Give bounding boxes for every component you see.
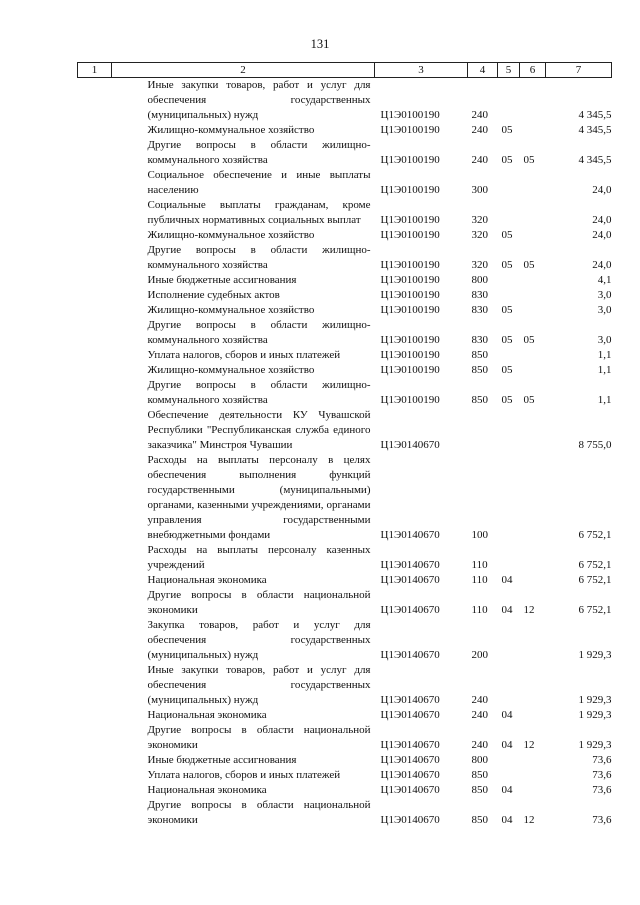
row-number-cell — [78, 783, 112, 798]
row-col6 — [520, 453, 546, 543]
row-name: Социальное обеспечение и иные выплаты населению — [147, 169, 371, 196]
row-name: Жилищно-коммунальное хозяйство — [147, 124, 315, 136]
row-col5: 05 — [501, 229, 513, 241]
row-amount: 1,1 — [597, 349, 612, 361]
row-col4: 830 — [471, 334, 488, 346]
row-number-cell — [78, 573, 112, 588]
row-number-cell — [78, 123, 112, 138]
row-col6 — [520, 78, 546, 124]
row-name: Другие вопросы в области жилищно-коммунального хозяйства — [147, 139, 371, 166]
column-header-5: 5 — [498, 63, 520, 78]
row-number-cell — [78, 273, 112, 288]
row-col5: 05 — [501, 364, 513, 376]
row-amount: 1 929,3 — [578, 739, 612, 751]
row-amount: 1,1 — [597, 364, 612, 376]
table-row — [78, 123, 612, 138]
row-name: Расходы на выплаты персоналу казенных учреждений — [147, 544, 371, 571]
row-name: Другие вопросы в области жилищно-коммунального хозяйства — [147, 319, 371, 346]
row-col4: 110 — [471, 559, 488, 571]
row-col4: 110 — [471, 604, 488, 616]
row-col6 — [520, 408, 546, 453]
row-amount: 24,0 — [592, 184, 612, 196]
row-col6: 05 — [523, 334, 535, 346]
row-code: Ц1Э0100190 — [380, 124, 440, 136]
row-code: Ц1Э0100190 — [380, 154, 440, 166]
table-row — [78, 318, 612, 348]
table-row — [78, 348, 612, 363]
row-amount: 4 345,5 — [578, 124, 612, 136]
row-code: Ц1Э0100190 — [380, 394, 440, 406]
row-number-cell — [78, 348, 112, 363]
column-header-4: 4 — [468, 63, 498, 78]
row-col6: 05 — [523, 259, 535, 271]
row-code: Ц1Э0100190 — [380, 334, 440, 346]
table-row — [78, 363, 612, 378]
row-col4: 320 — [471, 229, 488, 241]
row-col5: 04 — [501, 784, 513, 796]
row-amount: 1 929,3 — [578, 694, 612, 706]
row-amount: 73,6 — [592, 769, 612, 781]
row-col4: 240 — [471, 124, 488, 136]
row-col6 — [520, 348, 546, 363]
column-header-1: 1 — [78, 63, 112, 78]
row-col5 — [498, 618, 520, 663]
column-header-3: 3 — [375, 63, 468, 78]
table-row — [78, 753, 612, 768]
table-row — [78, 588, 612, 618]
row-number-cell — [78, 138, 112, 168]
row-code: Ц1Э0100190 — [380, 259, 440, 271]
row-col6: 12 — [523, 604, 535, 616]
row-name: Другие вопросы в области национальной экономики — [147, 799, 371, 826]
row-amount: 73,6 — [592, 784, 612, 796]
row-number-cell — [78, 768, 112, 783]
row-col5: 05 — [501, 124, 513, 136]
row-col5: 04 — [501, 604, 513, 616]
row-name: Обеспечение деятельности КУ Чувашской Республики "Республиканская служба единого заказчика" Минстроя Чувашии — [147, 409, 371, 451]
row-col6 — [520, 618, 546, 663]
table-row — [78, 543, 612, 573]
row-number-cell — [78, 318, 112, 348]
row-amount: 6 752,1 — [578, 574, 612, 586]
row-col5 — [498, 273, 520, 288]
row-col4: 830 — [471, 289, 488, 301]
row-col5 — [498, 453, 520, 543]
table-row — [78, 783, 612, 798]
row-col5: 04 — [501, 739, 513, 751]
row-col6 — [520, 663, 546, 708]
table-row — [78, 708, 612, 723]
row-col6: 12 — [523, 739, 535, 751]
row-col5: 05 — [501, 259, 513, 271]
row-name: Уплата налогов, сборов и иных платежей — [147, 349, 341, 361]
row-code: Ц1Э0140670 — [380, 574, 440, 586]
row-col5: 05 — [501, 304, 513, 316]
row-amount: 73,6 — [592, 754, 612, 766]
row-name: Иные закупки товаров, работ и услуг для обеспечения государственных (муниципальных) нужд — [147, 664, 371, 706]
row-amount: 3,0 — [597, 304, 612, 316]
row-number-cell — [78, 78, 112, 124]
row-number-cell — [78, 168, 112, 198]
row-code: Ц1Э0100190 — [380, 109, 440, 121]
table-row — [78, 723, 612, 753]
row-amount: 8 755,0 — [578, 439, 612, 451]
row-col6 — [520, 753, 546, 768]
row-code: Ц1Э0140670 — [380, 694, 440, 706]
row-col5: 05 — [501, 334, 513, 346]
row-col4: 100 — [471, 529, 488, 541]
row-code: Ц1Э0100190 — [380, 229, 440, 241]
row-col4: 240 — [471, 739, 488, 751]
table-row — [78, 768, 612, 783]
row-code: Ц1Э0140670 — [380, 769, 440, 781]
row-col4: 850 — [471, 784, 488, 796]
row-name: Жилищно-коммунальное хозяйство — [147, 304, 315, 316]
table-row — [78, 198, 612, 228]
table-row — [78, 243, 612, 273]
table-row — [78, 378, 612, 408]
row-code: Ц1Э0100190 — [380, 364, 440, 376]
budget-table — [77, 62, 612, 828]
row-col4: 240 — [471, 109, 488, 121]
row-code: Ц1Э0100190 — [380, 289, 440, 301]
row-col6 — [520, 228, 546, 243]
row-code: Ц1Э0140670 — [380, 754, 440, 766]
row-name: Закупка товаров, работ и услуг для обеспечения государственных (муниципальных) нужд — [147, 619, 371, 661]
row-col4: 320 — [471, 214, 488, 226]
table-row — [78, 78, 612, 124]
row-col6 — [520, 363, 546, 378]
row-col6 — [520, 708, 546, 723]
table-header-row — [78, 63, 612, 78]
row-number-cell — [78, 408, 112, 453]
row-amount: 24,0 — [592, 214, 612, 226]
row-col6 — [520, 573, 546, 588]
row-col6: 12 — [523, 814, 535, 826]
row-code: Ц1Э0140670 — [380, 439, 440, 451]
column-header-6: 6 — [520, 63, 546, 78]
row-col4: 800 — [471, 274, 488, 286]
row-col4: 850 — [471, 769, 488, 781]
row-code: Ц1Э0140670 — [380, 739, 440, 751]
row-col6: 05 — [523, 394, 535, 406]
row-col4: 850 — [471, 394, 488, 406]
row-amount: 6 752,1 — [578, 604, 612, 616]
page-number: 131 — [310, 37, 330, 51]
row-number-cell — [78, 708, 112, 723]
row-code: Ц1Э0140670 — [380, 649, 440, 661]
row-col5: 04 — [501, 814, 513, 826]
row-amount: 6 752,1 — [578, 559, 612, 571]
row-col5: 05 — [501, 394, 513, 406]
row-amount: 4,1 — [597, 274, 612, 286]
row-number-cell — [78, 588, 112, 618]
row-col5 — [498, 198, 520, 228]
table-row — [78, 453, 612, 543]
row-name: Другие вопросы в области жилищно-коммунального хозяйства — [147, 244, 371, 271]
row-col6 — [520, 123, 546, 138]
row-code: Ц1Э0100190 — [380, 184, 440, 196]
row-name: Другие вопросы в области национальной экономики — [147, 724, 371, 751]
row-number-cell — [78, 543, 112, 573]
row-col4: 830 — [471, 304, 488, 316]
row-col4: 240 — [471, 694, 488, 706]
row-number-cell — [78, 753, 112, 768]
row-number-cell — [78, 723, 112, 753]
table-row — [78, 618, 612, 663]
table-row — [78, 228, 612, 243]
table-row — [78, 168, 612, 198]
row-col5 — [498, 663, 520, 708]
row-col6 — [520, 288, 546, 303]
table-row — [78, 408, 612, 453]
row-name: Расходы на выплаты персоналу в целях обеспечения выполнения функций государственными (муниципальными) органами, казенными учреждениями, органами управления государственными внебюджетными фондами — [147, 454, 371, 541]
row-code: Ц1Э0140670 — [380, 559, 440, 571]
table-row — [78, 288, 612, 303]
row-amount: 3,0 — [597, 289, 612, 301]
table-row — [78, 138, 612, 168]
row-number-cell — [78, 363, 112, 378]
row-col6 — [520, 168, 546, 198]
row-code: Ц1Э0140670 — [380, 604, 440, 616]
row-amount: 1 929,3 — [578, 649, 612, 661]
row-col5 — [498, 408, 520, 453]
row-amount: 4 345,5 — [578, 109, 612, 121]
row-col4 — [468, 408, 498, 453]
row-col5: 04 — [501, 709, 513, 721]
row-col5 — [498, 543, 520, 573]
row-col4: 320 — [471, 259, 488, 271]
row-col6 — [520, 783, 546, 798]
row-number-cell — [78, 663, 112, 708]
row-col5 — [498, 348, 520, 363]
row-number-cell — [78, 228, 112, 243]
row-col4: 850 — [471, 814, 488, 826]
row-col5 — [498, 168, 520, 198]
row-name: Национальная экономика — [147, 709, 267, 721]
table-row — [78, 303, 612, 318]
table-row — [78, 273, 612, 288]
row-col4: 240 — [471, 154, 488, 166]
row-col4: 850 — [471, 364, 488, 376]
row-name: Исполнение судебных актов — [147, 289, 280, 301]
row-name: Национальная экономика — [147, 574, 267, 586]
row-name: Другие вопросы в области национальной экономики — [147, 589, 371, 616]
row-col5 — [498, 753, 520, 768]
row-number-cell — [78, 453, 112, 543]
row-number-cell — [78, 198, 112, 228]
row-col6: 05 — [523, 154, 535, 166]
row-col6 — [520, 198, 546, 228]
row-name: Иные бюджетные ассигнования — [147, 754, 297, 766]
row-col4: 800 — [471, 754, 488, 766]
row-number-cell — [78, 243, 112, 273]
row-col5 — [498, 288, 520, 303]
table-row — [78, 663, 612, 708]
row-name: Другие вопросы в области жилищно-коммунального хозяйства — [147, 379, 371, 406]
row-amount: 1 929,3 — [578, 709, 612, 721]
row-amount: 73,6 — [592, 814, 612, 826]
row-code: Ц1Э0140670 — [380, 784, 440, 796]
row-code: Ц1Э0140670 — [380, 814, 440, 826]
row-name: Социальные выплаты гражданам, кроме публичных нормативных социальных выплат — [147, 199, 371, 226]
row-col6 — [520, 273, 546, 288]
row-code: Ц1Э0100190 — [380, 214, 440, 226]
row-name: Национальная экономика — [147, 784, 267, 796]
row-amount: 24,0 — [592, 229, 612, 241]
row-code: Ц1Э0140670 — [380, 709, 440, 721]
row-code: Ц1Э0100190 — [380, 304, 440, 316]
row-col4: 110 — [471, 574, 488, 586]
row-name: Уплата налогов, сборов и иных платежей — [147, 769, 341, 781]
row-amount: 3,0 — [597, 334, 612, 346]
row-col6 — [520, 303, 546, 318]
row-col4: 850 — [471, 349, 488, 361]
row-amount: 1,1 — [597, 394, 612, 406]
table-row — [78, 573, 612, 588]
row-name: Иные закупки товаров, работ и услуг для обеспечения государственных (муниципальных) нужд — [147, 79, 371, 121]
row-col6 — [520, 543, 546, 573]
row-col5 — [498, 78, 520, 124]
row-code: Ц1Э0100190 — [380, 349, 440, 361]
row-amount: 24,0 — [592, 259, 612, 271]
row-number-cell — [78, 303, 112, 318]
row-amount: 6 752,1 — [578, 529, 612, 541]
row-col4: 300 — [471, 184, 488, 196]
row-name: Жилищно-коммунальное хозяйство — [147, 229, 315, 241]
row-col5: 05 — [501, 154, 513, 166]
row-col5 — [498, 768, 520, 783]
row-number-cell — [78, 288, 112, 303]
column-header-2: 2 — [112, 63, 375, 78]
row-name: Иные бюджетные ассигнования — [147, 274, 297, 286]
row-number-cell — [78, 618, 112, 663]
row-name: Жилищно-коммунальное хозяйство — [147, 364, 315, 376]
row-col5: 04 — [501, 574, 513, 586]
row-number-cell — [78, 798, 112, 828]
row-col4: 200 — [471, 649, 488, 661]
row-number-cell — [78, 378, 112, 408]
row-col4: 240 — [471, 709, 488, 721]
row-amount: 4 345,5 — [578, 154, 612, 166]
row-code: Ц1Э0140670 — [380, 529, 440, 541]
row-code: Ц1Э0100190 — [380, 274, 440, 286]
row-col6 — [520, 768, 546, 783]
table-row — [78, 798, 612, 828]
column-header-7: 7 — [546, 63, 612, 78]
